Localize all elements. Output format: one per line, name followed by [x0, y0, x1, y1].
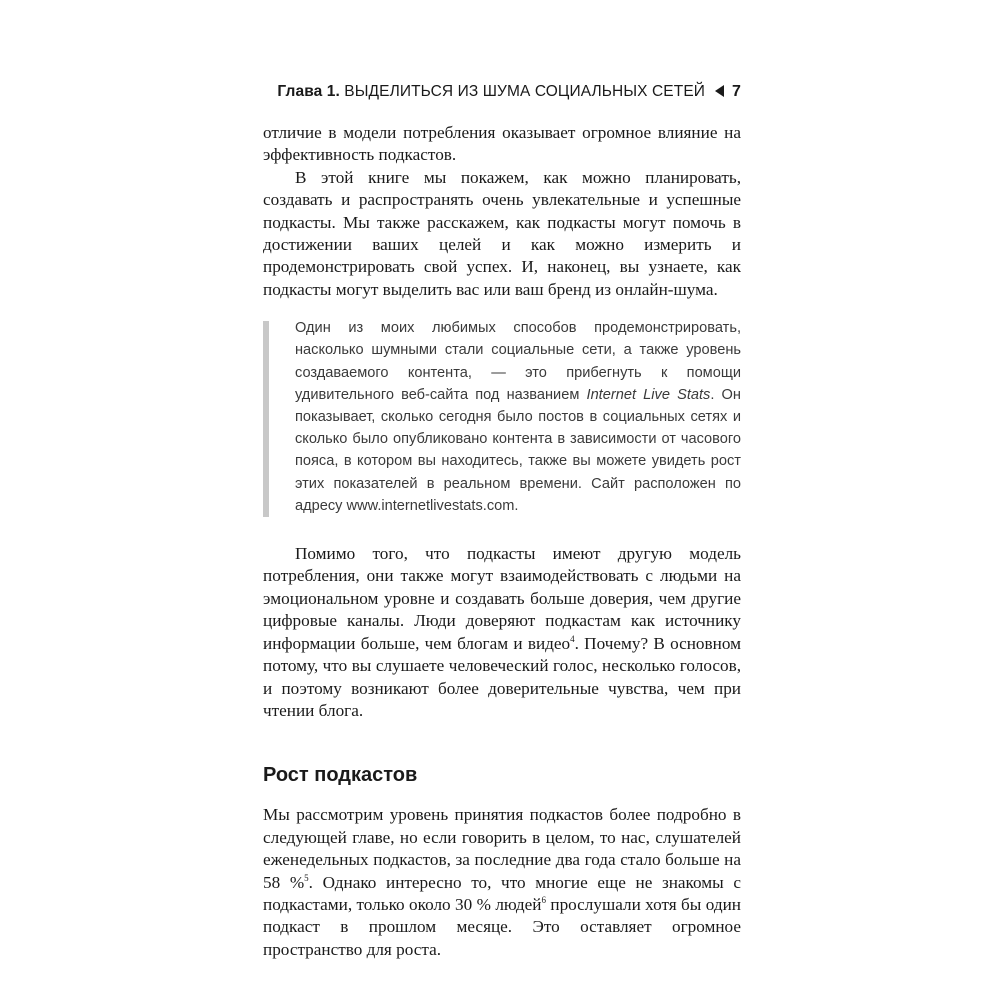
sidebar-bar — [263, 321, 269, 517]
section-title: Рост подкастов — [263, 764, 418, 787]
paragraph-trust — [263, 543, 741, 722]
paragraph-growth-text-b: . Однако интересно то, что многие еще не знакомы с подкастами, только около 30 % людей — [263, 872, 741, 914]
paragraph-book-intro: В этой книге мы покажем, как можно планировать, создавать и распространять очень увлекательные и успешные подкасты. Мы также расскажем, как подкасты могут помочь в достижении ваших целей и как можно измерить и продемонстрировать свой успех. И, наконец, вы узнаете, как подкасты могут выделить вас или ваш бренд из онлайн-шума. — [263, 167, 741, 299]
book-page — [263, 80, 741, 961]
footnote-ref-4: 4 — [570, 633, 575, 644]
paragraph-trust-text-b: . Почему? В основном потому, что вы слушаете человеческий голос, несколько голосов, и поэтому возникают более доверительные чувства, чем при чтении блога. — [263, 633, 741, 720]
sidebar-text-start: Один из моих любимых способов продемонстрировать, насколько шумными стали социальные сети, а также уровень создаваемого контента, — это прибегнуть к помощи удивительного веб-сайта под названием — [295, 320, 741, 403]
running-head — [263, 80, 741, 104]
paragraph-growth-text-a: Мы рассмотрим уровень принятия подкастов более подробно в следующей главе, но если говорить в целом, то нас, слушателей еженедельных подкастов, за последние два года стало больше на 58 % — [263, 805, 741, 892]
paragraph-growth — [263, 804, 741, 961]
sidebar-site-name: Internet Live Stats — [586, 386, 711, 403]
chapter-label: Глава 1. — [277, 83, 340, 100]
paragraph-trust-text-a: Помимо того, что подкасты имеют другую модель потребления, они также могут взаимодействовать с людьми на эмоциональном уровне и создавать больше доверия, чем другие цифровые каналы. Люди доверяют подкастам как источнику информации больше, чем блогам и видео — [263, 544, 741, 653]
footnote-ref-6: 6 — [541, 894, 546, 905]
footnote-ref-5: 5 — [304, 872, 309, 883]
chapter-title: ВЫДЕЛИТЬСЯ ИЗ ШУМА СОЦИАЛЬНЫХ СЕТЕЙ — [344, 83, 705, 100]
sidebar-text-end: . Он показывает, сколько сегодня было постов в социальных сетях и сколько было опубликовано контента в зависимости от часового пояса, в котором вы находитесь, также вы можете увидеть рост этих показателей в реальном времени. Сайт расположен по адресу www.internetlivestats.com. — [295, 386, 741, 514]
sidebar-note — [263, 317, 741, 517]
page-number: 7 — [732, 83, 741, 100]
paragraph-growth-text-c: прослушали хотя бы один подкаст в прошлом месяце. Это оставляет огромное пространство для роста. — [263, 894, 741, 959]
paragraph-continuation: отличие в модели потребления оказывает огромное влияние на эффективность подкастов. — [263, 123, 741, 165]
left-triangle-icon — [715, 85, 724, 97]
